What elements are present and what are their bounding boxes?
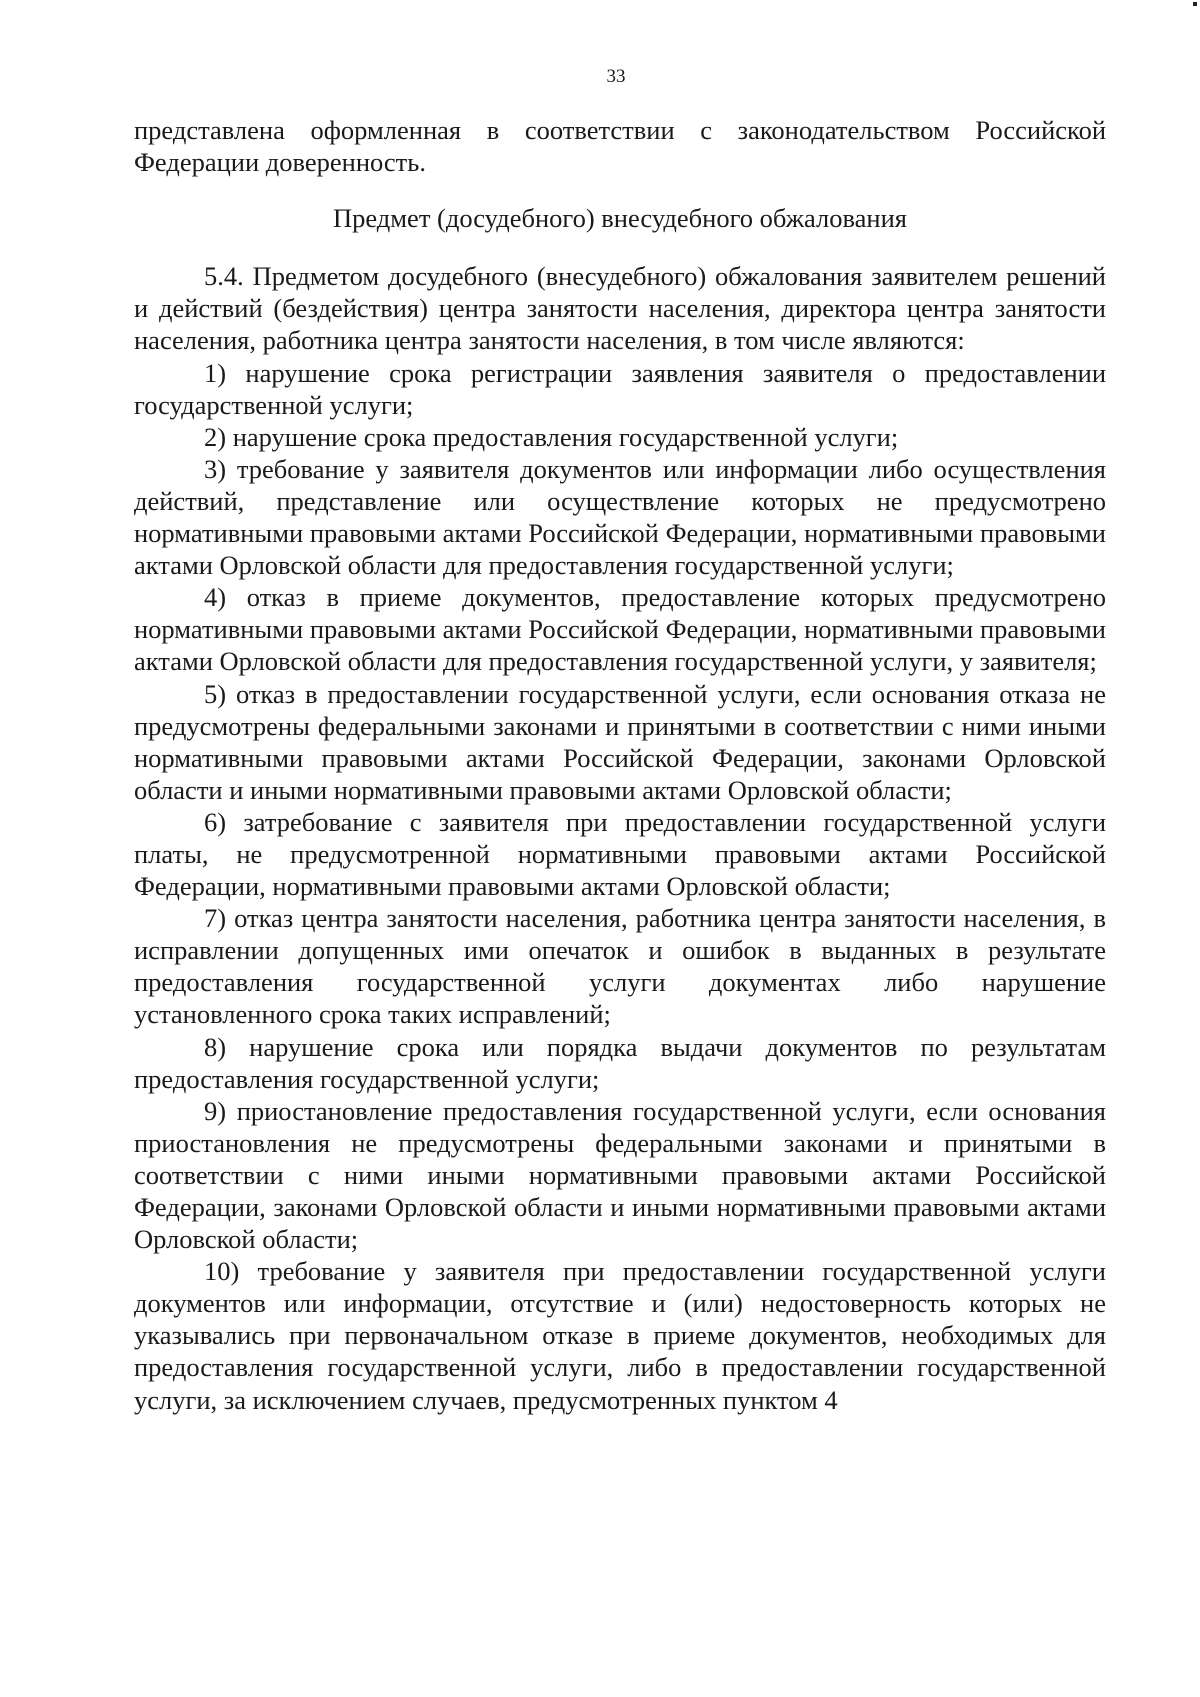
list-item-1: 1) нарушение срока регистрации заявления заявителя о предоставлении государственной услуги; — [134, 357, 1106, 420]
paragraph-5-4: 5.4. Предметом досудебного (внесудебного) обжалования заявителем решений и действий (бездействия) центра занятости населения, директора центра занятости населения, работника центра занятости населения, в том числе являются: — [134, 261, 1106, 356]
list-item-3: 3) требование у заявителя документов или информации либо осуществления действий, представление или осуществление которых не предусмотрено нормативными правовыми актами Российской Федерации, нормативными правовыми актами Орловской области для предоставления государственной услуги; — [134, 453, 1106, 581]
document-body — [134, 114, 1106, 1416]
list-item-8: 8) нарушение срока или порядка выдачи документов по результатам предоставления государственной услуги; — [134, 1031, 1106, 1094]
list-item-9: 9) приостановление предоставления государственной услуги, если основания приостановления не предусмотрены федеральными законами и принятыми в соответствии с ними иными нормативными правовыми актами Российской Федерации, законами Орловской области и иными нормативными правовыми актами Орловской области; — [134, 1095, 1106, 1255]
list-item-4: 4) отказ в приеме документов, предоставление которых предусмотрено нормативными правовыми актами Российской Федерации, нормативными правовыми актами Орловской области для предоставления государственной услуги, у заявителя; — [134, 582, 1106, 677]
list-item-10: 10) требование у заявителя при предоставлении государственной услуги документов или информации, отсутствие и (или) недостоверность которых не указывались при первоначальном отказе в приеме документов, необходимых для предоставления государственной услуги, либо в предоставлении государственной услуги, за исключением случаев, предусмотренных пунктом 4 — [134, 1256, 1106, 1415]
list-item-2: 2) нарушение срока предоставления государственной услуги; — [204, 421, 899, 452]
list-item-6: 6) затребование с заявителя при предоставлении государственной услуги платы, не предусмотренной нормативными правовыми актами Российской Федерации, нормативными правовыми актами Орловской области; — [134, 806, 1106, 902]
list-item-5: 5) отказ в предоставлении государственной услуги, если основания отказа не предусмотрены федеральными законами и принятыми в соответствии с ними иными нормативными правовыми актами Российской Федерации, законами Орловской области и иными нормативными правовыми актами Орловской области; — [134, 678, 1106, 805]
paragraph-continuation: представлена оформленная в соответствии с законодательством Российской Федерации доверенность. — [134, 115, 1106, 178]
scan-mark — [1193, 2, 1197, 6]
list-item-7: 7) отказ центра занятости населения, работника центра занятости населения, в исправлении допущенных ими опечаток и ошибок в выданных в результате предоставления государственной услуги документах либо нарушение установленного срока таких исправлений; — [134, 903, 1106, 1030]
section-heading: Предмет (досудебного) внесудебного обжалования — [333, 203, 907, 234]
page-number: 33 — [606, 66, 626, 87]
